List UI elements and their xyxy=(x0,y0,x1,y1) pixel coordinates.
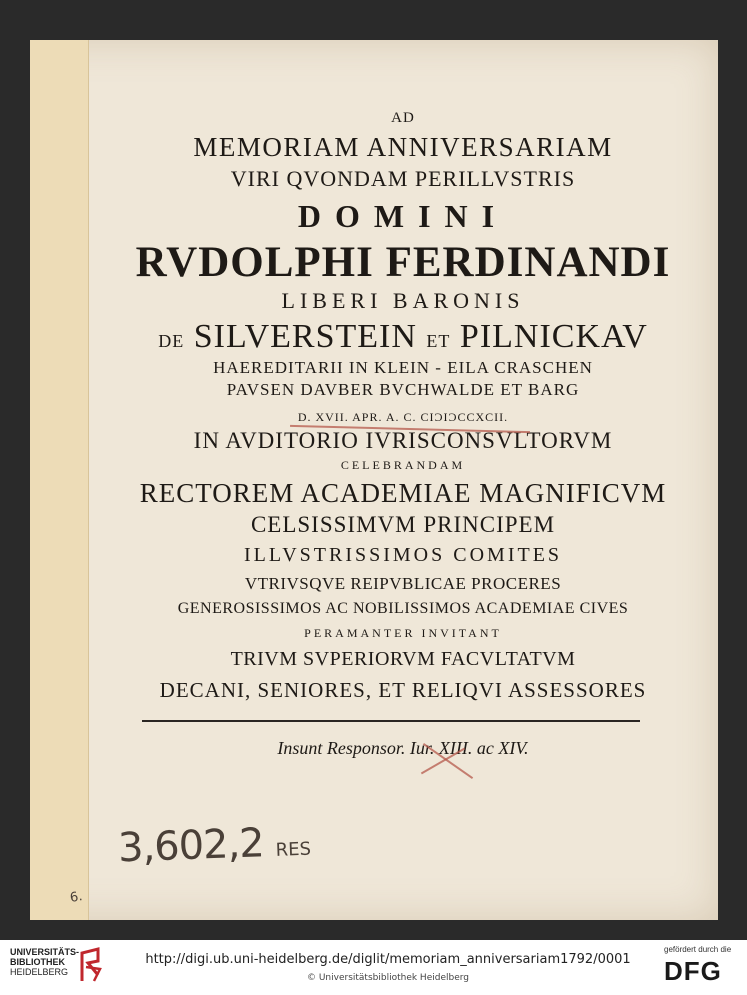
copyright-text: © Universitätsbibliothek Heidelberg xyxy=(306,973,469,983)
line-silverstein xyxy=(88,318,718,358)
word-pilnickau: PILNICKAV xyxy=(459,318,648,355)
line-celebrandam: CELEBRANDAM xyxy=(340,458,466,472)
dfg-logo[interactable]: DFG xyxy=(664,956,722,986)
page-binding-strip xyxy=(30,40,89,920)
handwritten-corner-mark: 6. xyxy=(68,889,84,906)
shelfmark-suffix: RES xyxy=(275,838,312,861)
line-pausen: PAVSEN DAVBER BVCHWALDE ET BARG xyxy=(226,380,580,399)
line-rudolphi: RVDOLPHI FERDINANDI xyxy=(135,239,671,286)
line-utriusque: VTRIVSQVE REIPVBLICAE PROCERES xyxy=(244,574,562,593)
line-illustrissimos: ILLVSTRISSIMOS COMITES xyxy=(243,544,563,566)
line-insunt: Insunt Responsor. Iur. XIII. ac XIV. xyxy=(277,738,529,758)
word-silverstein: SILVERSTEIN xyxy=(193,318,417,355)
line-date: D. XVII. APR. A. C. CIƆIƆCCXCII. xyxy=(297,410,509,424)
line-liberi-baronis: LIBERI BARONIS xyxy=(281,288,525,313)
library-logo-text[interactable] xyxy=(10,947,80,977)
library-name-line2: BIBLIOTHEK xyxy=(10,957,65,967)
line-viri: VIRI QVONDAM PERILLVSTRIS xyxy=(230,166,576,191)
line-ad: AD xyxy=(391,110,415,126)
library-logo-icon[interactable] xyxy=(80,947,102,983)
handwritten-shelfmark xyxy=(117,819,311,872)
line-haereditarii: HAEREDITARII IN KLEIN - EILA CRASCHEN xyxy=(213,358,593,377)
permalink-url[interactable]: http://digi.ub.uni-heidelberg.de/diglit/memoriam_anniversariam1792/0001 xyxy=(145,952,631,967)
line-celsissimum: CELSISSIMVM PRINCIPEM xyxy=(250,512,556,537)
word-de: DE xyxy=(158,331,185,351)
line-auditorio: IN AVDITORIO IVRISCONSVLTORVM xyxy=(193,428,613,453)
footer-bar xyxy=(0,940,747,995)
title-page-text xyxy=(88,110,718,708)
library-city: HEIDELBERG xyxy=(10,967,69,977)
line-generosissimos: GENEROSISSIMOS AC NOBILISSIMOS ACADEMIAE CIVES xyxy=(177,600,629,617)
line-trium: TRIVM SVPERIORVM FACVLTATVM xyxy=(230,648,576,670)
dfg-caption: gefördert durch die xyxy=(664,945,732,954)
word-et: ET xyxy=(426,331,451,351)
shelfmark-number: 3,602,2 xyxy=(117,820,265,872)
line-peramanter: PERAMANTER INVITANT xyxy=(304,626,502,640)
line-rectorem: RECTOREM ACADEMIAE MAGNIFICVM xyxy=(139,478,667,508)
line-domini: DOMINI xyxy=(297,198,509,234)
line-decani: DECANI, SENIORES, ET RELIQVI ASSESSORES xyxy=(159,678,647,702)
line-memoriam: MEMORIAM ANNIVERSARIAM xyxy=(193,132,613,162)
library-name-line1: UNIVERSITÄTS- xyxy=(10,947,80,957)
horizontal-rule xyxy=(142,720,640,722)
